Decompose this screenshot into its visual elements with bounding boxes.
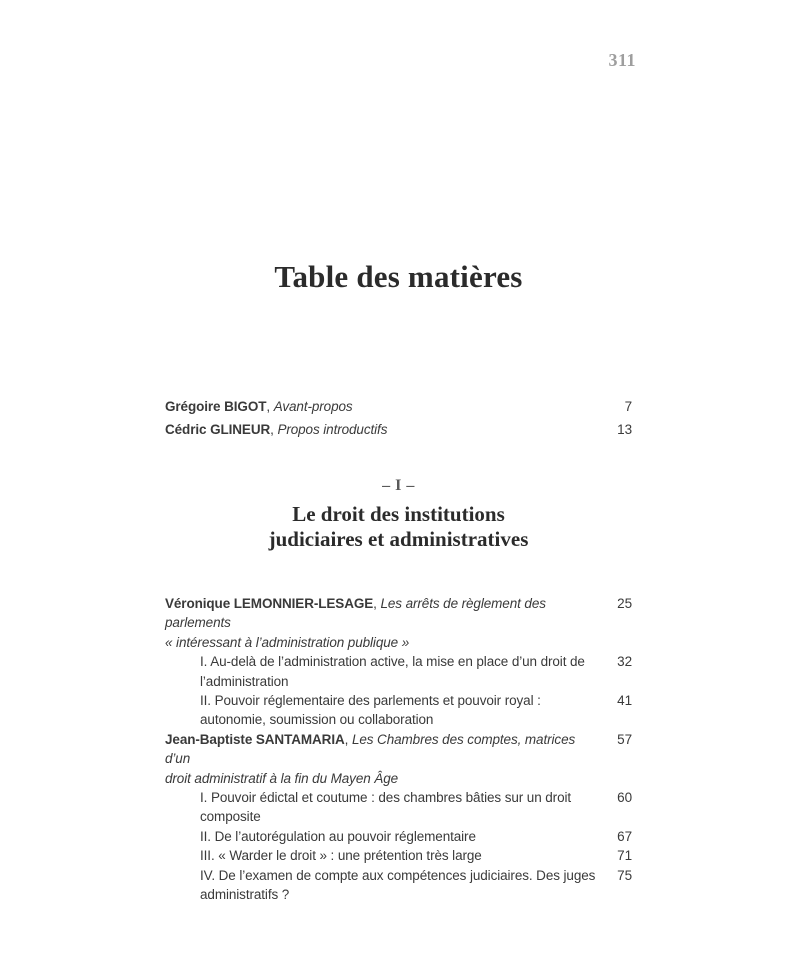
page-ref: 57 (617, 731, 632, 747)
page-ref: 25 (617, 596, 632, 611)
front-matter-list (165, 395, 632, 441)
work-title: Les Chambres des comptes, matrices d’un (165, 731, 576, 767)
entry-text-run: l’administration (200, 673, 289, 689)
entry-line (200, 691, 605, 710)
work-title: droit administratif à la fin du Mayen Âge (165, 770, 399, 786)
toc-entry (165, 395, 632, 418)
entry-line (165, 769, 600, 788)
work-title: Propos introductifs (277, 422, 388, 437)
author-name: Jean-Baptiste SANTAMARIA (165, 731, 345, 747)
entry-line (165, 633, 600, 652)
page-ref: 60 (617, 790, 632, 806)
author-name: Grégoire BIGOT (165, 399, 267, 414)
page-ref: 13 (617, 422, 632, 437)
section-title-line-1: Le droit des institutions (292, 502, 505, 526)
entry-line (165, 418, 605, 441)
entry-text-run: II. De l’autorégulation au pouvoir réglementaire (200, 828, 476, 844)
toc-subentry (165, 866, 632, 905)
page-ref: 41 (617, 693, 632, 709)
entry-text-run: , (344, 731, 352, 747)
section-title-line-2: judiciaires et administratives (268, 527, 529, 551)
entry-text-run: composite (200, 809, 261, 825)
section-heading (165, 476, 632, 552)
page-ref: 71 (617, 848, 632, 864)
entry-line (200, 846, 605, 865)
entry-line (165, 395, 605, 418)
entry-text-run: II. Pouvoir réglementaire des parlements et pouvoir royal : (200, 693, 541, 709)
entry-text-run: , (270, 422, 278, 437)
entry-line (200, 827, 605, 846)
entry-line (165, 730, 600, 769)
entry-line (200, 866, 605, 885)
entry-line (200, 652, 605, 671)
page-number-header: 311 (608, 50, 636, 70)
page-ref: 7 (624, 399, 632, 414)
toc-subentry (165, 691, 632, 730)
entry-text (165, 846, 605, 865)
entry-text-run: I. Au-delà de l’administration active, la mise en place d’un droit de (200, 654, 585, 670)
entry-line (200, 788, 605, 807)
toc-entry (165, 418, 632, 441)
work-title: Les arrêts de règlement des parlements (165, 596, 546, 631)
entry-text (165, 652, 605, 691)
entry-text-run: administratifs ? (200, 887, 290, 903)
toc-subentry (165, 788, 632, 827)
entry-text-run: autonomie, soumission ou collaboration (200, 712, 434, 728)
entry-line (165, 594, 600, 633)
author-name: Cédric GLINEUR (165, 422, 271, 437)
page-ref: 32 (617, 654, 632, 670)
entry-text-run: III. « Warder le droit » : une prétention très large (200, 848, 482, 864)
entry-line (200, 807, 605, 826)
work-title: « intéressant à l’administration publique » (165, 634, 410, 650)
entry-text-run: I. Pouvoir édictal et coutume : des chambres bâties sur un droit (200, 790, 572, 806)
toc-subentry (165, 827, 632, 846)
toc-entry (165, 594, 632, 652)
entry-text (165, 730, 600, 788)
section-number: – I – (382, 477, 415, 494)
page-title: Table des matières (274, 259, 523, 294)
entry-text (165, 691, 605, 730)
author-name: Véronique LEMONNIER-LESAGE (165, 596, 374, 611)
toc-subentry (165, 652, 632, 691)
toc-subentry (165, 846, 632, 865)
entry-line (200, 710, 605, 729)
entry-text (165, 827, 605, 846)
entry-text (165, 594, 600, 652)
toc-entry (165, 730, 632, 788)
entry-text (165, 788, 605, 827)
entry-text-run: , (373, 596, 381, 611)
page-ref: 75 (617, 867, 632, 883)
entry-line (200, 885, 605, 904)
page-ref: 67 (617, 828, 632, 844)
entry-text (165, 395, 605, 418)
entry-line (200, 672, 605, 691)
entry-text-run: , (266, 399, 274, 414)
work-title: Avant-propos (273, 399, 353, 414)
entry-text (165, 418, 605, 441)
entry-text-run: IV. De l’examen de compte aux compétences judiciaires. Des juges (200, 867, 596, 883)
toc-entries (165, 594, 632, 905)
entry-text (165, 866, 605, 905)
